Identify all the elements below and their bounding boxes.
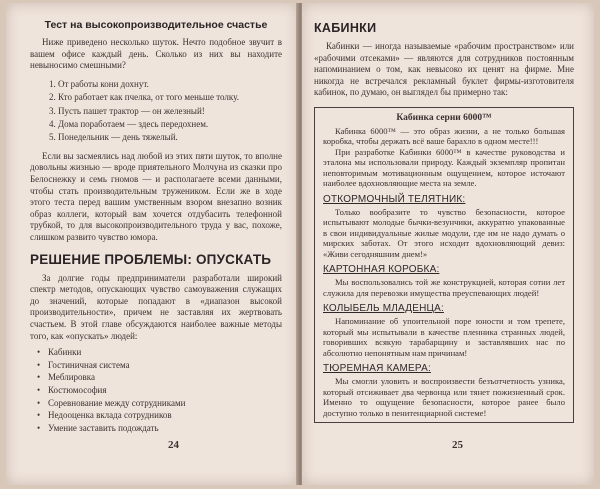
method-item: • Костюмософия [48, 384, 282, 397]
ad-box [314, 107, 574, 424]
cubicles-title: КАБИНКИ [314, 21, 377, 35]
page-number-left: 24 [168, 439, 179, 451]
ad-item-text: Только вообразите то чувство безопасности, которое испытывают молодые бычки-везунчики, аккуратно упакованные в свои индивидуальные жилые модули, где им не надо думать о мирских заботах. От этого исходит вдохновляющий девиз: «Живи сегодняшним днем!» [323, 206, 565, 259]
method-item: • Недооценка вклада сотрудников [48, 409, 282, 422]
test-conclusion: Если вы засмеялись над любой из этих пяти шуток, то вполне довольны жизнью — вроде приятельного Молчуна из сказки про Белоснежку и семь гномов — и располагаете всеми данными, чтобы стать производительным тружеником. Если же в ходе этого теста перед вашим умственным взором внезапно возник образ коллеги, который вам хочется отдубасить телефонной трубкой, то для высокопроизводительного труда у вас, похоже, слишком развито чувство юмора. [30, 150, 282, 242]
ad-item-text: Мы смогли уловить и воспроизвести безъотчетность узника, который отсиживает два червонца или тянет пожизненный срок. Именно то ощущение безопасности, которое ранее было доступно только в пенитенциарной системе! [323, 376, 565, 418]
page-number-right: 25 [452, 439, 463, 451]
test-intro: Ниже приведено несколько шуток. Нечто подобное звучит в вашем офисе каждый день. Сколько из них вы находите невыносимо смешными? [30, 37, 282, 71]
method-item: • Умение заставить подождать [48, 422, 282, 435]
method-item: • Кабинки [48, 346, 282, 359]
test-title: Тест на высокопроизводительное счастье [44, 19, 268, 31]
ad-subheading: КОЛЫБЕЛЬ МЛАДЕНЦА: [323, 303, 444, 315]
method-item: • Гостиничная система [48, 359, 282, 372]
methods-list [48, 346, 282, 434]
method-item: • Соревнование между сотрудниками [48, 397, 282, 410]
section-intro: За долгие годы предприниматели разработали широкий спектр методов, опускающих чувство самоуважения служащих до значений, которые попадают в «диапазон высокой производительности», причем не заставляя их жертвовать счастьем. В этой главе обсуждаются наиболее важные методы того, как «опускать» людей: [30, 272, 282, 341]
method-item: • Меблировка [48, 371, 282, 384]
joke-item: 5. Понедельник — день тяжелый. [49, 132, 178, 143]
ad-paragraph: Кабинка 6000™ — это образ жизни, а не только большая коробка, чтобы держать всё ваше барахло в одном месте!!! [323, 125, 565, 147]
ad-title: Кабинка серии 6000™ [396, 112, 492, 123]
joke-item: 3. Пусть пашет трактор — он железный! [49, 105, 205, 116]
joke-item: 2. Кто работает как пчелка, от того меньше толку. [49, 92, 239, 103]
right-page [302, 3, 594, 485]
ad-paragraph: При разработке Кабинки 6000™ в качестве руководства и эталона мы использовали природу. Каждый экземпляр пропитан неповторимым мотивационным ощущением, которое источают наиболее вдохновляющие места на земле. [323, 146, 565, 189]
ad-item-text: Мы воспользовались той же конструкцией, которая сотни лет служила для перевозки имущества преуспевающих людей! [323, 277, 565, 298]
ad-item-text: Напоминание об упоительной поре юности и том трепете, который мы испытывали в качестве пленника странных людей, говоривших всякую тарабарщину и заставлявших нас по абсолютно непонятным нам причинам! [323, 316, 565, 358]
ad-subheading: КАРТОННАЯ КОРОБКА: [323, 264, 440, 276]
joke-item: 4. Дома поработаем — здесь передохнем. [49, 119, 209, 129]
ad-subheading: ТЮРЕМНАЯ КАМЕРА: [323, 363, 431, 375]
cubicles-intro: Кабинки — иногда называемые «рабочим пространством» или «рабочими отсеками» — являются для сотрудников постоянным напоминанием о том, как невысоко их ценят на фирме. Мне никогда не встречался рекламный буклет фирмы-изготовителя кабинок, по думаю, он выглядел бы примерно так: [314, 41, 574, 98]
joke-item: 1. От работы кони дохнут. [49, 78, 149, 89]
left-page [6, 3, 298, 485]
jokes-list [46, 78, 282, 145]
section-title: РЕШЕНИЕ ПРОБЛЕМЫ: ОПУСКАТЬ [30, 251, 272, 267]
ad-subheading: ОТКОРМОЧНЫЙ ТЕЛЯТНИК: [323, 193, 466, 205]
